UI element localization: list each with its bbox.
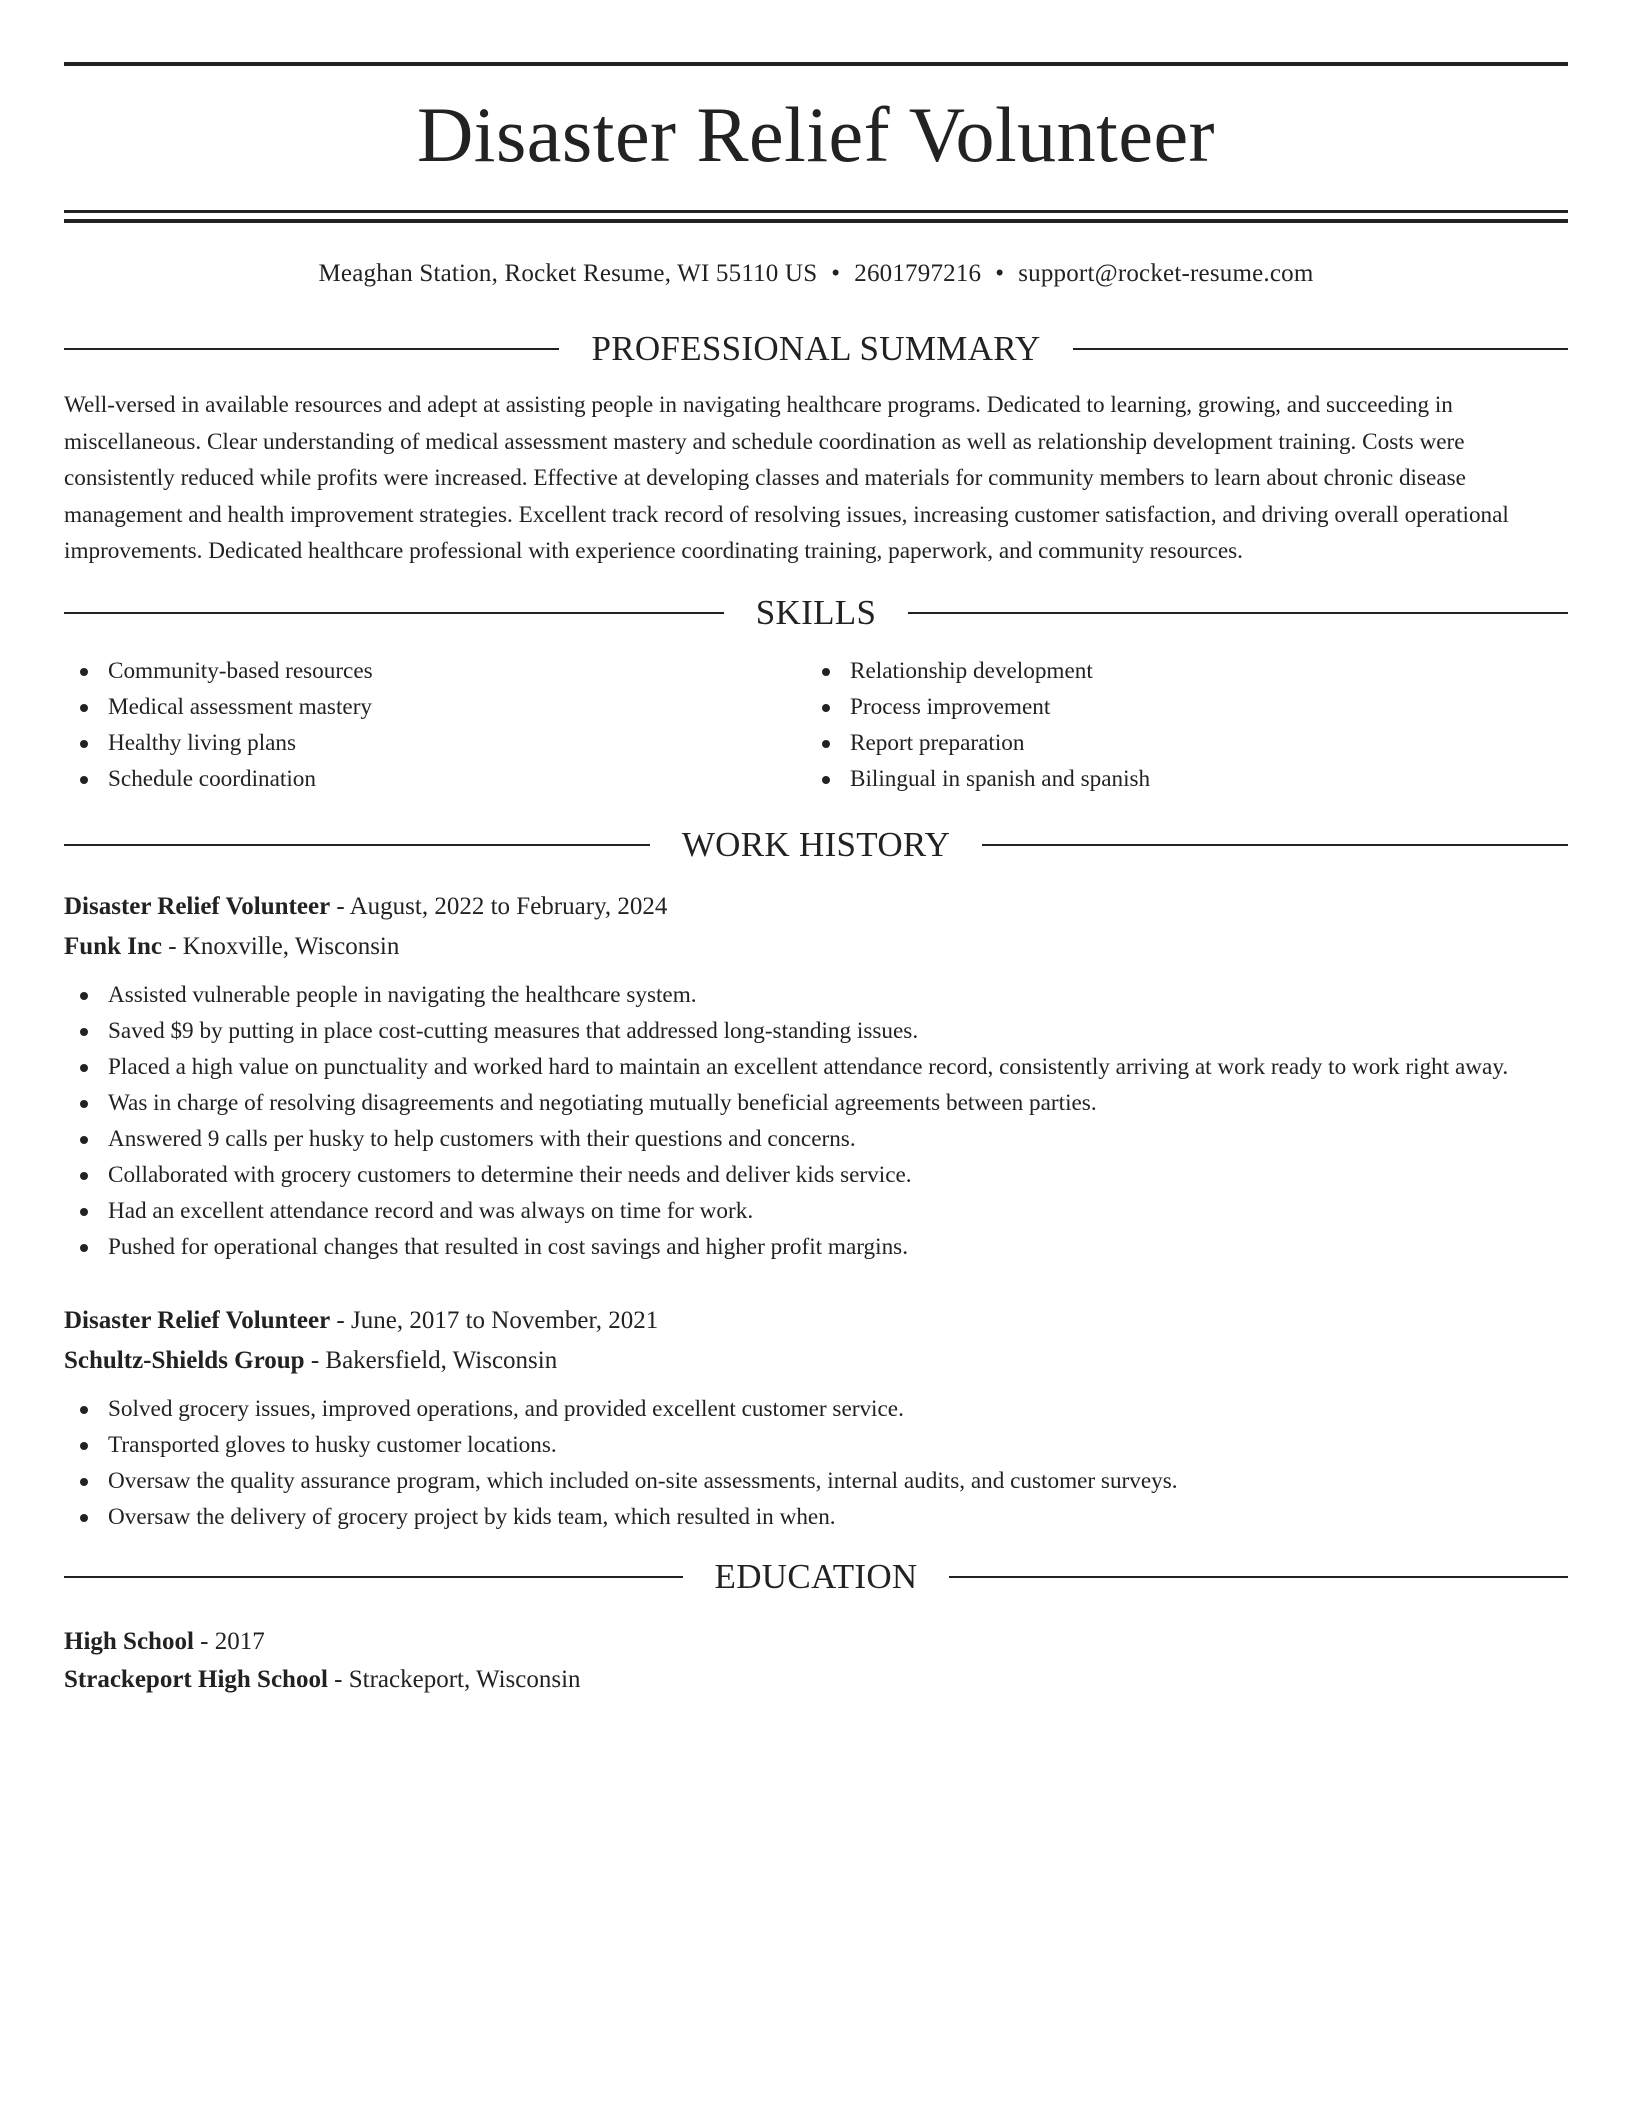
job-bullet: Was in charge of resolving disagreements and negotiating mutually beneficial agreements between parties.: [64, 1085, 1568, 1121]
title-double-rule: [64, 210, 1568, 223]
contact-line: [64, 259, 1568, 289]
job-title-line: [64, 887, 1568, 927]
job-bullets: [64, 977, 1568, 1265]
job-bullet: Pushed for operational changes that resulted in cost savings and higher profit margins.: [64, 1229, 1568, 1265]
work-heading: [64, 825, 1568, 865]
job-bullet: Answered 9 calls per husky to help customers with their questions and concerns.: [64, 1121, 1568, 1157]
contact-phone: 2601797216: [854, 260, 982, 287]
education-school: Strackeport High School: [64, 1665, 328, 1693]
contact-separator: •: [831, 260, 841, 287]
job-bullets: [64, 1391, 1568, 1535]
job-company-line: [64, 1341, 1568, 1381]
education-location: - Strackeport, Wisconsin: [327, 1665, 581, 1693]
job-bullet: Oversaw the delivery of grocery project by kids team, which resulted in when.: [64, 1499, 1568, 1535]
job-bullet: Collaborated with grocery customers to determine their needs and deliver kids service.: [64, 1157, 1568, 1193]
education-heading: [64, 1557, 1568, 1597]
heading-rule-left: [64, 348, 559, 350]
job-bullet: Oversaw the quality assurance program, which included on-site assessments, internal audits, and customer surveys.: [64, 1463, 1568, 1499]
job-bullet: Transported gloves to husky customer locations.: [64, 1427, 1568, 1463]
job-location: - Knoxville, Wisconsin: [161, 932, 400, 960]
summary-heading-label: PROFESSIONAL SUMMARY: [591, 329, 1041, 368]
job-company-line: [64, 927, 1568, 967]
job-bullet: Solved grocery issues, improved operations, and provided excellent customer service.: [64, 1391, 1568, 1427]
skills-heading: [64, 593, 1568, 633]
heading-rule-right: [982, 844, 1568, 846]
skill-item: Medical assessment mastery: [64, 689, 806, 725]
contact-email: support@rocket-resume.com: [1018, 260, 1314, 287]
heading-rule-left: [64, 1576, 683, 1578]
heading-rule-left: [64, 612, 724, 614]
job-location: - Bakersfield, Wisconsin: [304, 1346, 558, 1374]
job-title-line: [64, 1301, 1568, 1341]
heading-rule-right: [949, 1576, 1568, 1578]
contact-address: Meaghan Station, Rocket Resume, WI 55110 US: [318, 260, 818, 287]
heading-rule-right: [1073, 348, 1568, 350]
summary-text: Well-versed in available resources and adept at assisting people in navigating healthcare programs. Dedicated to learning, growing, and succeeding in miscellaneous. Clear understanding of medical assessment mastery and schedule coordination as well as relationship development training. Costs were consistently reduced while profits were increased. Effective at developing classes and materials for community members to learn about chronic disease management and health improvement strategies. Excellent track record of resolving issues, increasing customer satisfaction, and driving overall operational improvements. Dedicated healthcare professional with experience coordinating training, paperwork, and community resources.: [64, 392, 1509, 564]
summary-heading: [64, 329, 1568, 369]
job-dates: - June, 2017 to November, 2021: [330, 1306, 659, 1334]
skill-item: Relationship development: [806, 653, 1548, 689]
skill-item: Schedule coordination: [64, 761, 806, 797]
skill-item: Bilingual in spanish and spanish: [806, 761, 1548, 797]
job-bullet: Placed a high value on punctuality and worked hard to maintain an excellent attendance record, consistently arriving at work ready to work right away.: [64, 1049, 1568, 1085]
education-school-line: [64, 1661, 1568, 1699]
job-entry: [64, 887, 1568, 1265]
job-bullet: Assisted vulnerable people in navigating the healthcare system.: [64, 977, 1568, 1013]
job-dates: - August, 2022 to February, 2024: [330, 892, 668, 920]
job-bullet: Saved $9 by putting in place cost-cutting measures that addressed long-standing issues.: [64, 1013, 1568, 1049]
skill-item: Process improvement: [806, 689, 1548, 725]
education-degree: High School: [64, 1627, 194, 1655]
job-bullet: Had an excellent attendance record and was always on time for work.: [64, 1193, 1568, 1229]
heading-rule-right: [908, 612, 1568, 614]
contact-separator: •: [995, 260, 1005, 287]
skill-item: Report preparation: [806, 725, 1548, 761]
job-company: Funk Inc: [64, 932, 162, 960]
skills-list-left: [64, 653, 806, 797]
job-role: Disaster Relief Volunteer: [64, 892, 331, 920]
job-role: Disaster Relief Volunteer: [64, 1306, 331, 1334]
education-heading-label: EDUCATION: [714, 1556, 918, 1596]
skills-columns: [64, 653, 1568, 797]
skill-item: Healthy living plans: [64, 725, 806, 761]
heading-rule-left: [64, 844, 650, 846]
education-year: - 2017: [193, 1627, 265, 1655]
education-degree-line: [64, 1623, 1568, 1661]
skill-item: Community-based resources: [64, 653, 806, 689]
resume-title: Disaster Relief Volunteer: [416, 91, 1216, 178]
skills-heading-label: SKILLS: [755, 592, 877, 632]
skills-list-right: [806, 653, 1548, 797]
job-company: Schultz-Shields Group: [64, 1346, 305, 1374]
work-heading-label: WORK HISTORY: [681, 824, 951, 864]
job-entry: [64, 1301, 1568, 1535]
education-entry: [64, 1623, 1568, 1699]
